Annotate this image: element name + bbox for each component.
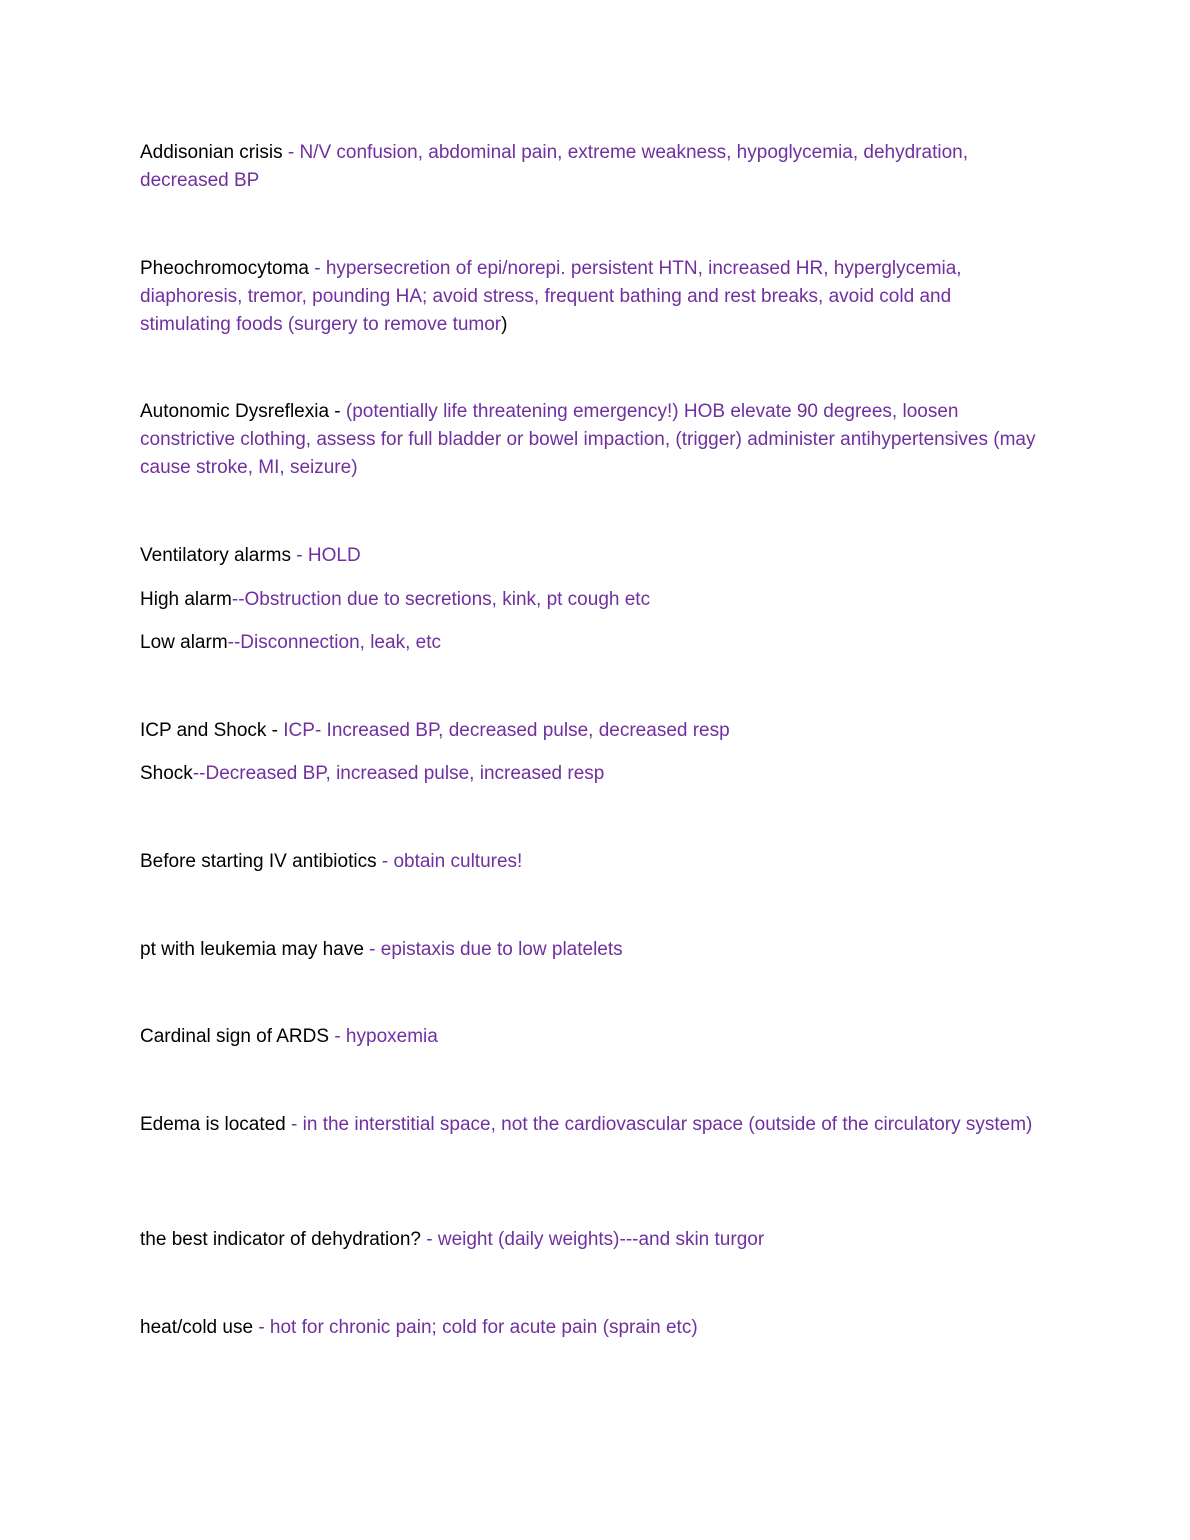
entry-term: Autonomic Dysreflexia - bbox=[140, 401, 346, 422]
entry-term: Cardinal sign of ARDS bbox=[140, 1026, 335, 1047]
entry-low-alarm bbox=[140, 629, 1040, 657]
entry-iv-antibiotics bbox=[140, 848, 1040, 876]
entry-term: Ventilatory alarms bbox=[140, 545, 297, 566]
entry-tail: ) bbox=[501, 314, 508, 335]
entry-term: Shock bbox=[140, 763, 193, 784]
entry-definition: - obtain cultures! bbox=[381, 851, 523, 872]
entry-ventilatory-alarms bbox=[140, 542, 1040, 570]
entry-addisonian-crisis bbox=[140, 139, 1040, 195]
entry-term: Addisonian crisis bbox=[140, 142, 288, 163]
entry-definition: - in the interstitial space, not the cardiovascular space (outside of the circulatory system) bbox=[291, 1114, 1033, 1135]
entry-term: Edema is located bbox=[140, 1114, 292, 1135]
entry-term: High alarm bbox=[140, 589, 232, 610]
entry-term: pt with leukemia may have bbox=[140, 939, 370, 960]
entry-definition: - HOLD bbox=[296, 545, 361, 566]
entry-term: Before starting IV antibiotics bbox=[140, 851, 382, 872]
entry-term: heat/cold use bbox=[140, 1317, 259, 1338]
entry-definition: - N/V confusion, abdominal pain, extreme weakness, hypoglycemia, dehydration, decreased BP bbox=[140, 142, 968, 191]
entry-definition: (potentially life threatening emergency!) HOB elevate 90 degrees, loosen constrictive clothing, assess for full bladder or bowel impaction, (trigger) administer antihypertensives (may cause stroke, MI, seizure) bbox=[140, 401, 1036, 478]
entry-definition: --Obstruction due to secretions, kink, pt cough etc bbox=[231, 589, 651, 610]
entry-shock bbox=[140, 760, 1040, 788]
entry-ards bbox=[140, 1023, 1040, 1051]
entry-heat-cold bbox=[140, 1314, 1040, 1342]
entry-term: Low alarm bbox=[140, 632, 228, 653]
entry-definition: - weight (daily weights)---and skin turgor bbox=[426, 1229, 765, 1250]
entry-pheochromocytoma bbox=[140, 255, 1040, 339]
entry-definition: ICP- Increased BP, decreased pulse, decreased resp bbox=[283, 720, 730, 741]
entry-definition: --Decreased BP, increased pulse, increased resp bbox=[192, 763, 605, 784]
entry-definition: - hot for chronic pain; cold for acute pain (sprain etc) bbox=[258, 1317, 698, 1338]
entry-high-alarm bbox=[140, 586, 1040, 614]
entry-icp-and-shock bbox=[140, 717, 1040, 745]
entry-dehydration bbox=[140, 1226, 1040, 1254]
entry-term: the best indicator of dehydration? bbox=[140, 1229, 427, 1250]
entry-term: Pheochromocytoma bbox=[140, 258, 315, 279]
entry-autonomic-dysreflexia bbox=[140, 398, 1040, 482]
entry-edema bbox=[140, 1111, 1040, 1139]
entry-definition: --Disconnection, leak, etc bbox=[227, 632, 441, 653]
entry-term: ICP and Shock - bbox=[140, 720, 284, 741]
entry-definition: - hypersecretion of epi/norepi. persistent HTN, increased HR, hyperglycemia, diaphoresis, tremor, pounding HA; avoid stress, frequent bathing and rest breaks, avoid cold and stimulating foods (surgery to remove tumor bbox=[140, 258, 962, 335]
entry-definition: - epistaxis due to low platelets bbox=[369, 939, 623, 960]
entry-leukemia bbox=[140, 936, 1040, 964]
entry-definition: - hypoxemia bbox=[334, 1026, 438, 1047]
